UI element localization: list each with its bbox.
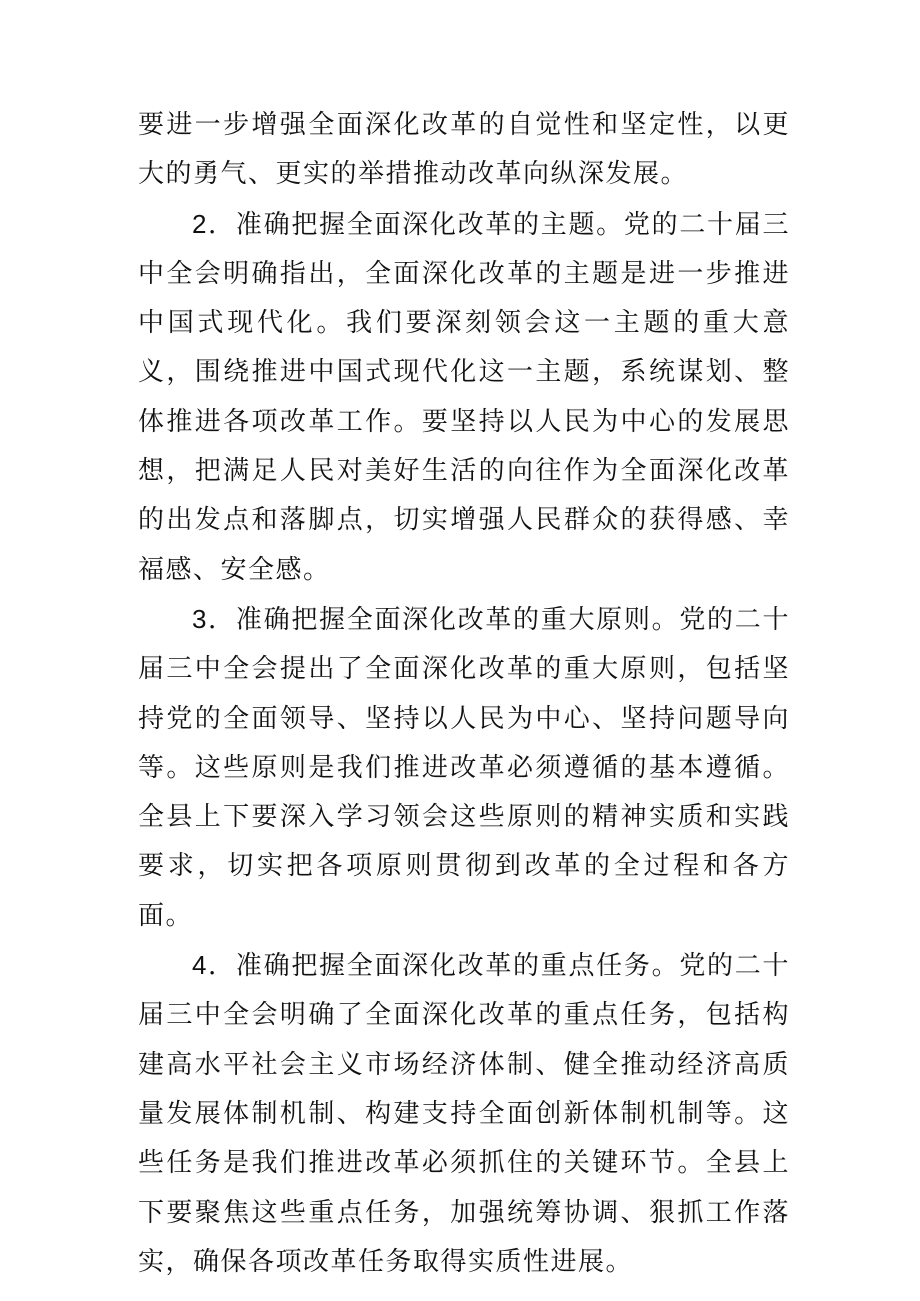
paragraph-number: 4． bbox=[192, 950, 236, 981]
paragraph-1 bbox=[138, 100, 790, 200]
paragraph-2 bbox=[138, 200, 790, 595]
paragraph-4 bbox=[138, 941, 790, 1287]
paragraph-number: 2． bbox=[192, 208, 236, 239]
document-body bbox=[138, 100, 790, 1287]
paragraph-3 bbox=[138, 595, 790, 941]
paragraph-text: 准确把握全面深化改革的主题。党的二十届三中全会明确指出，全面深化改革的主题是进一步推进中国式现代化。我们要深刻领会这一主题的重大意义，围绕推进中国式现代化这一主题，系统谋划、整体推进各项改革工作。要坚持以人民为中心的发展思想，把满足人民对美好生活的向往作为全面深化改革的出发点和落脚点，切实增强人民群众的获得感、幸福感、安全感。 bbox=[138, 209, 790, 585]
paragraph-text: 要进一步增强全面深化改革的自觉性和坚定性，以更大的勇气、更实的举措推动改革向纵深发展。 bbox=[138, 110, 790, 190]
paragraph-text: 准确把握全面深化改革的重大原则。党的二十届三中全会提出了全面深化改革的重大原则，包括坚持党的全面领导、坚持以人民为中心、坚持问题导向等。这些原则是我们推进改革必须遵循的基本遵循。全县上下要深入学习领会这些原则的精神实质和实践要求，切实把各项原则贯彻到改革的全过程和各方面。 bbox=[138, 604, 790, 931]
paragraph-text: 准确把握全面深化改革的重点任务。党的二十届三中全会明确了全面深化改革的重点任务，包括构建高水平社会主义市场经济体制、健全推动经济高质量发展体制机制、构建支持全面创新体制机制等。这些任务是我们推进改革必须抓住的关键环节。全县上下要聚焦这些重点任务，加强统筹协调、狠抓工作落实，确保各项改革任务取得实质性进展。 bbox=[138, 951, 790, 1277]
paragraph-number: 3． bbox=[192, 603, 236, 634]
